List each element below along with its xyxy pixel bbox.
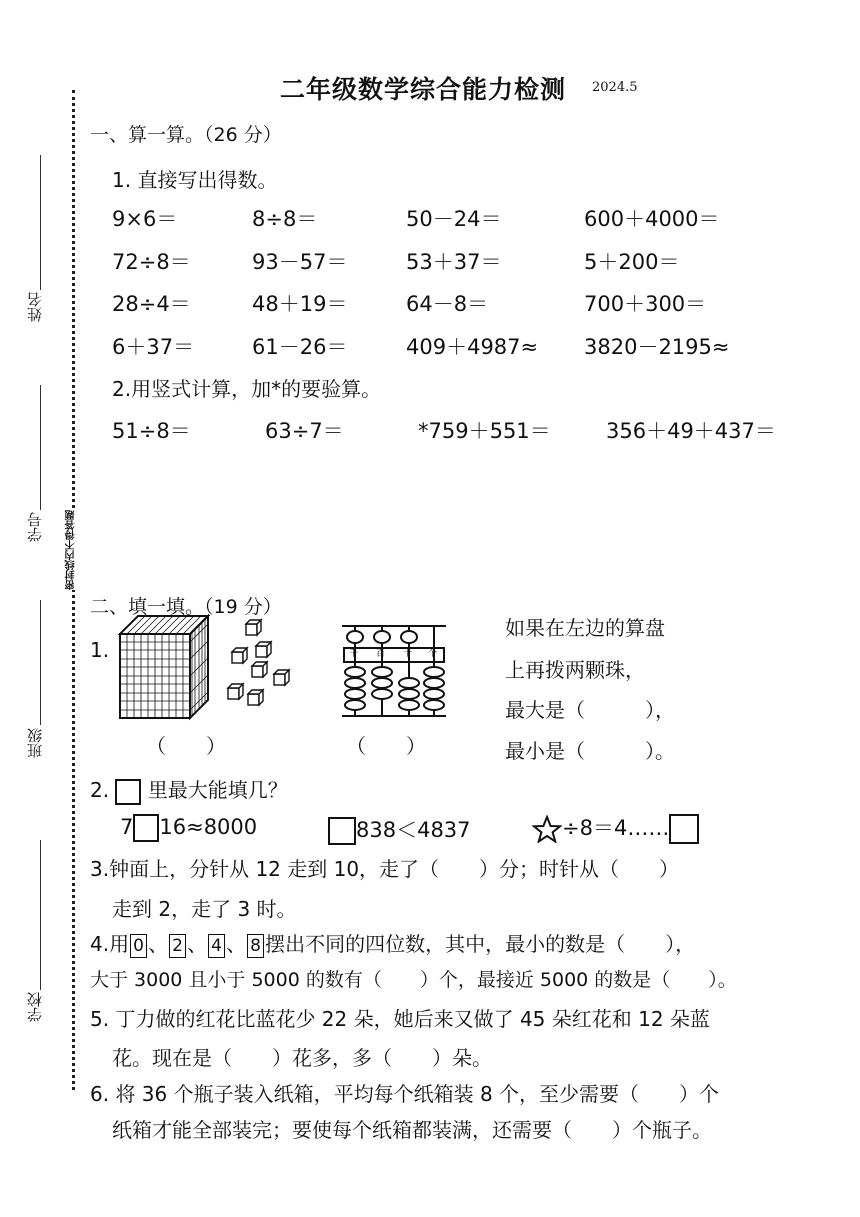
star-icon: [532, 815, 562, 843]
q2-item-text: 838＜4837: [356, 818, 471, 842]
q1-text: 如果在左边的算盘: [505, 616, 665, 640]
calc-item: 9×6＝: [112, 207, 178, 231]
vertical-calc-item: 51÷8＝: [112, 419, 191, 443]
q2-number: 2.: [90, 778, 110, 802]
q2-item: [328, 814, 471, 845]
student-no-label: 学号: [26, 512, 44, 542]
q2-item-text: 16≈8000: [159, 815, 258, 839]
answer-box[interactable]: [669, 814, 699, 844]
vertical-calc-item: 356＋49＋437＝: [606, 419, 776, 443]
q3-line: 3.钟面上，分针从 12 走到 10，走了（ ）分；时针从（ ）: [90, 857, 680, 881]
abacus-label: 百: [376, 649, 386, 659]
q2-item: [120, 814, 257, 842]
calc-item: 3820－2195≈: [584, 335, 730, 359]
digit-card: 8: [247, 934, 264, 958]
calc-item: 409＋4987≈: [406, 335, 539, 359]
q5-line: 5. 丁力做的红花比蓝花少 22 朵，她后来又做了 45 朵红花和 12 朵蓝: [90, 1007, 710, 1031]
q5-line: 花。现在是（ ）花多，多（ ）朵。: [112, 1046, 492, 1070]
q6-line: 纸箱才能全部装完；要使每个纸箱都装满，还需要（ ）个瓶子。: [112, 1118, 712, 1142]
q1-text[interactable]: 最大是（ ），: [505, 698, 675, 722]
calc-item: 53＋37＝: [406, 250, 502, 274]
q1-text: 上再拨两颗珠，: [505, 658, 645, 682]
answer-blank[interactable]: （ ）: [346, 734, 426, 758]
q6-line: 6. 将 36 个瓶子装入纸箱，平均每个纸箱装 8 个，至少需要（ ）个: [90, 1082, 720, 1106]
q4-suffix: 摆出不同的四位数，其中，最小的数是（ ），: [265, 932, 696, 956]
q2-item: [532, 812, 699, 844]
vertical-calc-item: 63÷7＝: [265, 419, 344, 443]
student-no-write-line: [40, 385, 41, 510]
calc-item: 28÷4＝: [112, 292, 191, 316]
dotted-seal-line: [72, 90, 75, 1090]
calc-item: 6＋37＝: [112, 335, 195, 359]
separator: 、: [187, 932, 208, 956]
q2-text: 里最大能填几？: [147, 778, 288, 802]
exam-date: 2024.5: [592, 80, 638, 95]
separator: 、: [226, 932, 247, 956]
answer-blank[interactable]: （ ）: [146, 734, 226, 758]
q1-text[interactable]: 最小是（ ）。: [505, 739, 675, 763]
q1-title: 1. 直接写出得数。: [112, 168, 278, 192]
abacus-label: 千: [349, 649, 359, 659]
school-label: 学校: [26, 992, 44, 1022]
answer-box[interactable]: [133, 814, 159, 842]
q4-line: [90, 928, 695, 958]
q-number: 1.: [90, 638, 110, 662]
calc-item: 61－26＝: [252, 335, 348, 359]
vertical-calc-item: *759＋551＝: [418, 419, 551, 443]
name-write-line: [40, 155, 41, 290]
abacus-icon: [338, 620, 450, 720]
separator: 、: [148, 932, 169, 956]
q2-item-text: ÷8＝4……: [562, 816, 670, 840]
section-2-heading: 二、填一填。（19 分）: [90, 596, 282, 618]
calc-item: 600＋4000＝: [584, 207, 720, 231]
calc-item: 48＋19＝: [252, 292, 348, 316]
school-write-line: [40, 840, 41, 990]
q3-line: 走到 2，走了 3 时。: [112, 897, 297, 921]
unit-cubes-icon: [222, 618, 298, 716]
digit-card: 0: [130, 934, 147, 958]
digit-card: 2: [169, 934, 186, 958]
q4-prefix: 4.用: [90, 932, 130, 956]
calc-item: 8÷8＝: [252, 207, 318, 231]
q2-item-text: 7: [120, 815, 134, 839]
q4-line: 大于 3000 且小于 5000 的数有（ ）个，最接近 5000 的数是（ ）。: [90, 969, 737, 991]
abacus-label: 十: [403, 649, 413, 659]
q2-title: 2.用竖式计算，加*的要验算。: [112, 377, 382, 401]
abacus-label: 个: [428, 649, 438, 659]
calc-item: 93－57＝: [252, 250, 348, 274]
calc-item: 64－8＝: [406, 292, 489, 316]
seal-notice: 密封线内不得答题: [66, 510, 77, 590]
class-write-line: [40, 600, 41, 725]
calc-item: 50－24＝: [406, 207, 502, 231]
calc-item: 72÷8＝: [112, 250, 191, 274]
calc-item: 5＋200＝: [584, 250, 680, 274]
answer-box[interactable]: [328, 817, 356, 845]
digit-card: 4: [208, 934, 225, 958]
page-title: 二年级数学综合能力检测: [280, 75, 567, 104]
calc-item: 700＋300＝: [584, 292, 707, 316]
section-1-heading: 一、算一算。（26 分）: [90, 124, 282, 146]
q-number: [90, 774, 288, 805]
name-label: 姓名: [26, 292, 44, 322]
class-label: 班级: [26, 728, 44, 758]
thousand-cube-icon: [116, 612, 212, 722]
empty-box-icon: [115, 779, 141, 805]
